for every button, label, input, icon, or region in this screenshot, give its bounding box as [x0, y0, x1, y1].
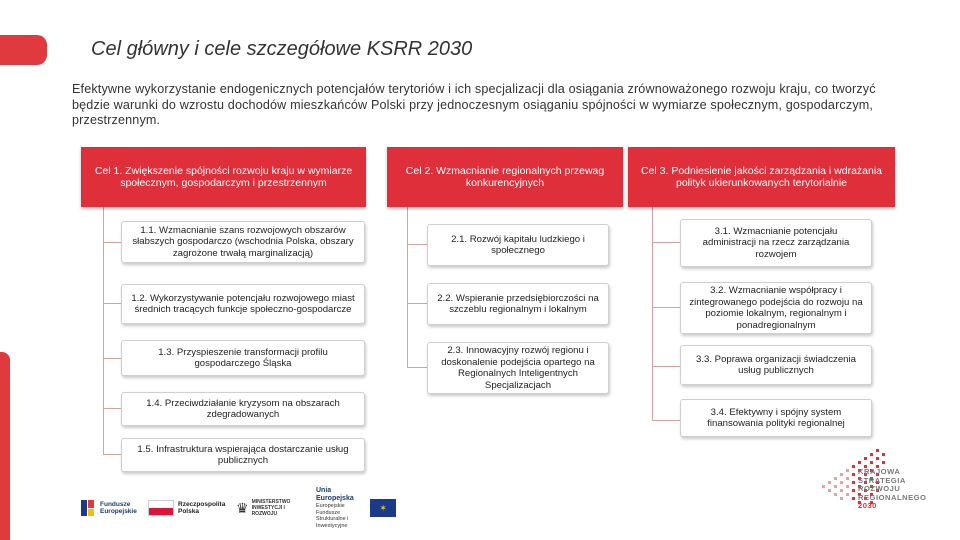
connector — [103, 303, 121, 304]
connector — [103, 358, 121, 359]
goal-2-item: 2.1. Rozwój kapitału ludzkiego i społecznego — [427, 224, 609, 266]
connector — [407, 367, 427, 368]
goal-1-item: 1.5. Infrastruktura wspierająca dostarczanie usług publicznych — [121, 438, 365, 472]
goal-3-item: 3.1. Wzmacnianie potencjału administracji na rzecz zarządzania rozwojem — [680, 219, 872, 267]
goal-3-header: Cel 3. Podniesienie jakości zarządzania i wdrażania polityk ukierunkowanych terytorialnie — [628, 147, 895, 207]
goal-2-item: 2.3. Innowacyjny rozwój regionu i doskonalenie podejścia opartego na Regionalnych Inteligentnych Specjalizacjach — [427, 342, 609, 394]
goal-3-item: 3.3. Poprawa organizacji świadczenia usług publicznych — [680, 345, 872, 385]
strategy-brand-text: KRAJOWA STRATEGIA ROZWOJU REGIONALNEGO 2030 — [858, 467, 927, 511]
connector — [103, 408, 121, 409]
ministry-logo: ♛ MINISTERSTWO INWESTYCJI I ROZWOJU — [236, 499, 291, 517]
connector — [407, 244, 427, 245]
connector — [103, 242, 121, 243]
red-accent-side — [0, 352, 10, 540]
page-title: Cel główny i cele szczegółowe KSRR 2030 — [91, 38, 473, 60]
goal-1-item: 1.3. Przyspieszenie transformacji profilu gospodarczego Śląska — [121, 340, 365, 376]
connector — [652, 420, 680, 421]
goal-2-item: 2.2. Wspieranie przedsiębiorczości na szczeblu regionalnym i lokalnym — [427, 283, 609, 325]
fe-icon — [80, 498, 96, 518]
goal-2-header: Cel 2. Wzmacnianie regionalnych przewag konkurencyjnych — [387, 147, 623, 207]
main-goal-text: Efektywne wykorzystanie endogenicznych potencjałów terytoriów i ich specjalizacji dla osiągania zrównoważonego rozwoju kraju, co tworzyć będzie warunki do wzrostu dochodów mieszkańców Polski przy jednoczesnym osiąganiu spójności w wymiarze społecznym, gospodarczym, przestrzennym. — [72, 82, 876, 127]
red-accent-tab — [0, 35, 47, 65]
connector — [103, 454, 121, 455]
eu-logo: Unia Europejska Europejskie Fundusze Strukturalne i Inwestycyjne ✶ — [316, 490, 396, 526]
goal-3-item: 3.2. Wzmacnianie współpracy i zintegrowanego podejścia do rozwoju na poziomie lokalnym, regionalnym i ponadregionalnym — [680, 282, 872, 334]
goal-1-item: 1.1. Wzmacnianie szans rozwojowych obszarów słabszych gospodarczo (wschodnia Polska, obszary zagrożone trwałą marginalizacją) — [121, 221, 365, 263]
goal-1-item: 1.4. Przeciwdziałanie kryzysom na obszarach zdegradowanych — [121, 392, 365, 426]
connector-goal-3 — [652, 207, 653, 420]
connector — [407, 303, 427, 304]
goal-3-item: 3.4. Efektywny i spójny system finansowania polityki regionalnej — [680, 399, 872, 437]
fundusze-europejskie-logo: Fundusze Europejskie — [80, 490, 142, 526]
eu-flag-icon: ✶ — [370, 499, 396, 517]
connector — [652, 366, 680, 367]
rzeczpospolita-logo: Rzeczpospolita Polska — [148, 490, 228, 526]
connector — [652, 307, 680, 308]
connector-goal-2 — [407, 207, 408, 367]
eagle-emblem-icon: ♛ — [236, 500, 249, 516]
polish-flag-icon — [148, 500, 174, 516]
connector-goal-1 — [103, 207, 104, 454]
goal-1-header: Cel 1. Zwiększenie spójności rozwoju kraju w wymiarze społecznym, gospodarczym i przestrzennym — [81, 147, 366, 207]
connector — [652, 242, 680, 243]
goal-1-item: 1.2. Wykorzystywanie potencjału rozwojowego miast średnich tracących funkcje społeczno-gospodarcze — [121, 284, 365, 324]
